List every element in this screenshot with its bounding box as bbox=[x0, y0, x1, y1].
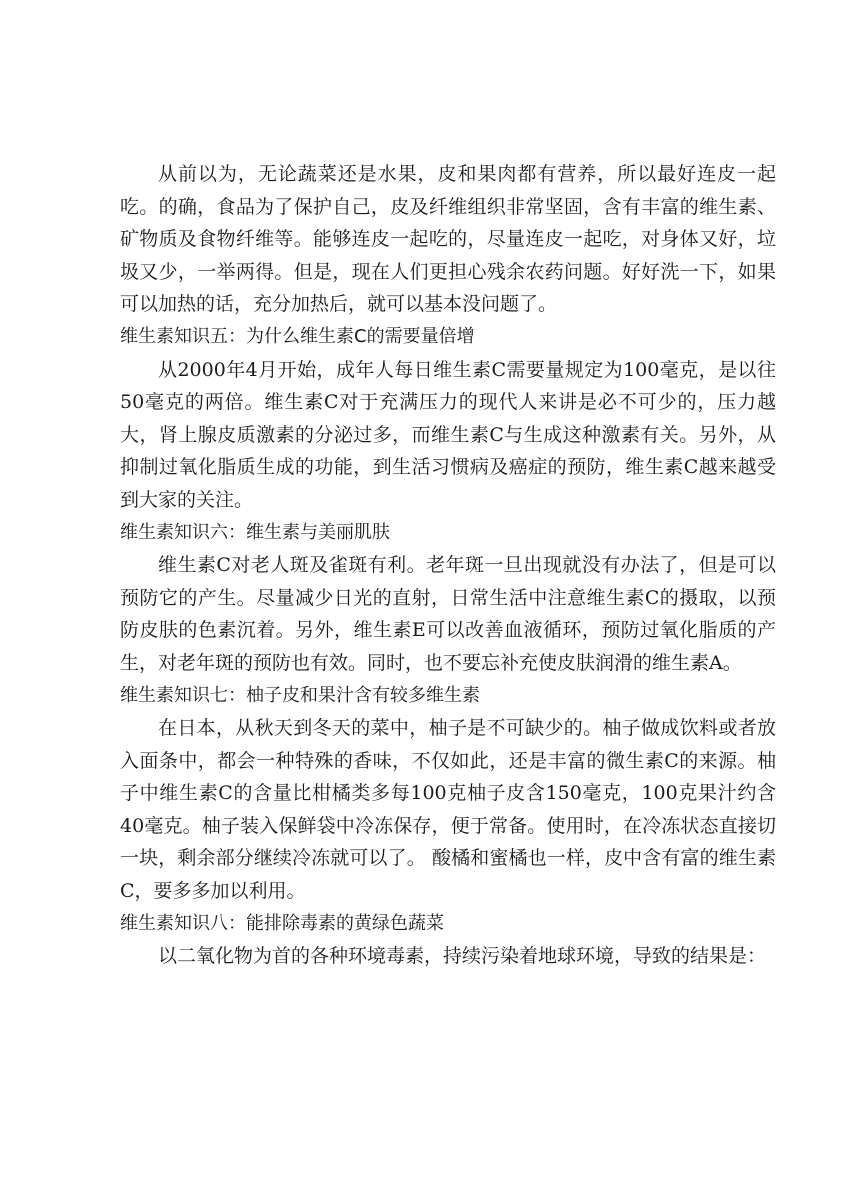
para-peel-nutrition: 从前以为，无论蔬菜还是水果，皮和果肉都有营养，所以最好连皮一起吃。的确，食品为了保护自己，皮及纤维组织非常坚固，含有丰富的维生素、矿物质及食物纤维等。能够连皮一起吃的，尽量连皮一起吃，对身体又好，垃圾又少，一举两得。但是，现在人们更担心残余农药问题。好好洗一下，如果可以加热的话，充分加热后，就可以基本没问题了。 bbox=[120, 163, 776, 316]
document-body bbox=[120, 158, 776, 973]
heading-knowledge-6: 维生素知识六：维生素与美丽肌肤 bbox=[120, 521, 390, 543]
para-knowledge-7: 在日本，从秋天到冬天的菜中，柚子是不可缺少的。柚子做成饮料或者放入面条中，都会一种特殊的香味，不仅如此，还是丰富的微生素C的来源。柚子中维生素C的含量比柑橘类多每100克柚子皮含150毫克，100克果汁约含40毫克。柚子装入保鲜袋中冷冻保存，便于常备。使用时，在冷冻状态直接切一块，剩余部分继续冷冻就可以了。 酸橘和蜜橘也一样，皮中含有富的维生素C，要多多加以利用。 bbox=[120, 717, 776, 903]
para-knowledge-6: 维生素C对老人斑及雀斑有利。老年斑一旦出现就没有办法了，但是可以预防它的产生。尽量减少日光的直射，日常生活中注意维生素C的摄取，以预防皮肤的色素沉着。另外，维生素E可以改善血液循环，预防过氧化脂质的产生，对老年斑的预防也有效。同时，也不要忘补充使皮肤润滑的维生素A。 bbox=[120, 554, 776, 674]
para-knowledge-8: 以二氧化物为首的各种环境毒素，持续污染着地球环境，导致的结果是： bbox=[158, 945, 767, 968]
heading-knowledge-5: 维生素知识五：为什么维生素C的需要量倍增 bbox=[120, 325, 475, 347]
heading-knowledge-8: 维生素知识八：能排除毒素的黄绿色蔬菜 bbox=[120, 912, 444, 934]
heading-knowledge-7: 维生素知识七：柚子皮和果汁含有较多维生素 bbox=[120, 684, 480, 706]
para-knowledge-5: 从2000年4月开始，成年人每日维生素C需要量规定为100毫克，是以往50毫克的两倍。维生素C对于充满压力的现代人来讲是必不可少的，压力越大，肾上腺皮质激素的分泌过多，而维生素C与生成这种激素有关。另外，从抑制过氧化脂质生成的功能，到生活习惯病及癌症的预防，维生素C越来越受到大家的关注。 bbox=[120, 358, 776, 511]
